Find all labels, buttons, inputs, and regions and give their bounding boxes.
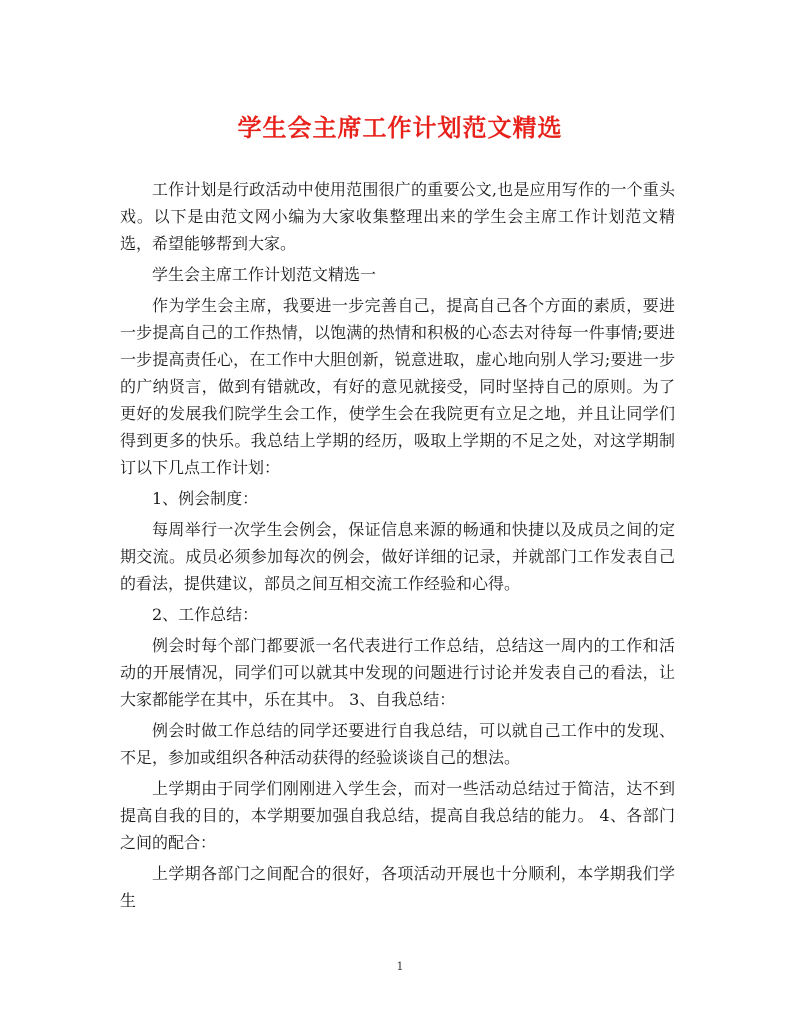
document-title: 学生会主席工作计划范文精选 xyxy=(237,113,563,142)
body-paragraph: 例会时每个部门都要派一名代表进行工作总结，总结这一周内的工作和活动的开展情况，同学们可以就其中发现的问题进行讨论并发表自己的看法，让大家都能学在其中，乐在其中。 3、自我总结： xyxy=(120,636,675,709)
document-body xyxy=(120,176,675,918)
body-paragraph: 作为学生会主席，我要进一步完善自己，提高自己各个方面的素质，要进一步提高自己的工作热情，以饱满的热情和积极的心态去对待每一件事情;要进一步提高责任心，在工作中大胆创新，锐意进取，虚心地向别人学习;要进一步的广纳贤言，做到有错就改，有好的意见就接受，同时坚持自己的原则。为了更好的发展我们院学生会工作，使学生会在我院更有立足之地，并且让同学们得到更多的快乐。我总结上学期的经历，吸取上学期的不足之处，对这学期制订以下几点工作计划： xyxy=(120,296,675,477)
body-paragraph: 上学期由于同学们刚刚进入学生会，而对一些活动总结过于简洁，达不到提高自我的目的，本学期要加强自我总结，提高自我总结的能力。 4、各部门之间的配合： xyxy=(120,779,675,852)
page-number: 1 xyxy=(396,960,404,973)
item-heading: 2、工作总结： xyxy=(152,605,259,624)
intro-paragraph: 工作计划是行政活动中使用范围很广的重要公文,也是应用写作的一个重头戏。以下是由范文网小编为大家收集整理出来的学生会主席工作计划范文精选，希望能够帮到大家。 xyxy=(120,180,675,253)
body-paragraph: 上学期各部门之间配合的很好，各项活动开展也十分顺利，本学期我们学生 xyxy=(120,864,675,910)
body-paragraph: 每周举行一次学生会例会，保证信息来源的畅通和快捷以及成员之间的定期交流。成员必须参加每次的例会，做好详细的记录，并就部门工作发表自己的看法，提供建议，部员之间互相交流工作经验和心得。 xyxy=(120,520,675,593)
section-heading: 学生会主席工作计划范文精选一 xyxy=(152,265,377,284)
item-heading: 1、例会制度： xyxy=(152,489,259,508)
body-paragraph: 例会时做工作总结的同学还要进行自我总结，可以就自己工作中的发现、不足，参加或组织各种活动获得的经验谈谈自己的想法。 xyxy=(120,721,675,767)
